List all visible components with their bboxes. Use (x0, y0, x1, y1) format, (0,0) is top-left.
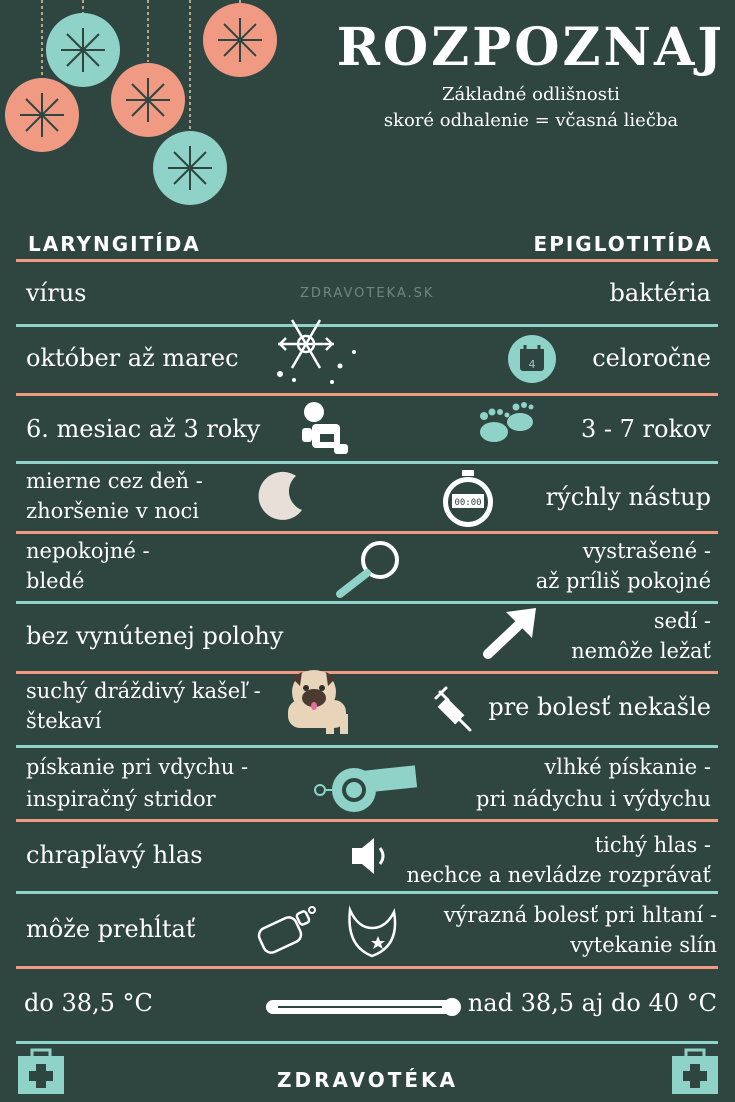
row-right-text: nechce a nevládze rozprávať (406, 863, 711, 887)
row-right-text: nad 38,5 aj do 40 °C (467, 989, 717, 1017)
stopwatch-icon (440, 470, 496, 528)
syringe-icon (434, 688, 474, 732)
row-left-text: mierne cez deň - (26, 469, 203, 493)
row-left-text: 6. mesiac až 3 roky (26, 415, 261, 443)
row-left-text: bledé (26, 569, 85, 593)
row-right-text: výrazná bolesť pri hltaní - (443, 903, 717, 927)
row-right-text: 3 - 7 rokov (580, 415, 711, 443)
pug-icon (274, 664, 350, 736)
row-left-text: október až marec (26, 344, 239, 372)
divider (16, 393, 718, 396)
row-left-text: inspiračný stridor (26, 787, 216, 811)
column-header-laryngitis: LARYNGITÍDA (28, 232, 201, 256)
column-header-epiglottitis: EPIGLOTITÍDA (533, 232, 713, 256)
row-left-text: pískanie pri vdychu - (26, 755, 249, 779)
row-right-text: pri nádychu i výdychu (476, 787, 711, 811)
row-left-text: nepokojné - (26, 539, 150, 563)
divider (16, 461, 718, 464)
row-right-text: až príliš pokojné (535, 569, 711, 593)
row-left-text: chrapľavý hlas (26, 841, 203, 869)
row-right-text: vlhké pískanie - (544, 755, 711, 779)
row-left-text: do 38,5 °C (24, 989, 153, 1017)
divider (16, 601, 718, 604)
row-left-text: suchý dráždivý kašeľ - (26, 679, 261, 703)
thermometer-icon (266, 996, 462, 1018)
baby-bottle-icon (256, 908, 320, 958)
page-title: ROZPOZNAJ (336, 17, 725, 78)
divider (16, 1041, 718, 1044)
row-right-text: rýchly nástup (545, 483, 711, 511)
subtitle-line: Základné odlišnosti (442, 84, 620, 105)
whistle-icon (310, 756, 420, 816)
row-right-text: nemôže ležať (571, 639, 711, 663)
divider (16, 891, 718, 894)
row-right-text: vytekanie slín (570, 933, 717, 957)
timer-display: 00:00 (454, 498, 482, 508)
calendar-day: 4 (528, 358, 536, 371)
divider (16, 819, 718, 822)
moon-icon (256, 472, 306, 522)
divider (16, 966, 718, 969)
calendar-icon (508, 335, 556, 383)
row-left-text: môže prehĺtať (26, 915, 196, 943)
ornament-icon (0, 0, 300, 220)
arrow-up-right-icon (480, 608, 540, 662)
page-subtitle (351, 82, 711, 134)
row-right-text: celoročne (592, 344, 711, 372)
divider (16, 671, 718, 674)
snowflake-icon (270, 308, 360, 388)
baby-icon (300, 400, 352, 458)
row-right-text: vystrašené - (582, 539, 711, 563)
speaker-icon (350, 836, 390, 876)
subtitle-line: skoré odhalenie = včasná liečba (383, 110, 679, 131)
bib-icon (342, 906, 404, 962)
row-left-text: bez vynútenej polohy (26, 622, 284, 650)
divider (16, 259, 718, 262)
footprints-icon (476, 402, 538, 452)
row-left-text: štekaví (26, 709, 102, 733)
divider (16, 745, 718, 748)
row-right-text: sedí - (653, 609, 711, 633)
row-right-text: tichý hlas - (594, 833, 711, 857)
footer-brand: ZDRAVOTÉKA (276, 1068, 459, 1092)
divider (16, 531, 718, 534)
row-left-text: vírus (26, 279, 87, 307)
row-right-text: baktéria (609, 279, 711, 307)
divider (16, 324, 718, 327)
magnifier-icon (334, 538, 404, 598)
row-left-text: zhoršenie v noci (26, 499, 200, 523)
row-right-text: pre bolesť nekašle (488, 693, 711, 721)
watermark: ZDRAVOTEKA.SK (300, 286, 435, 301)
